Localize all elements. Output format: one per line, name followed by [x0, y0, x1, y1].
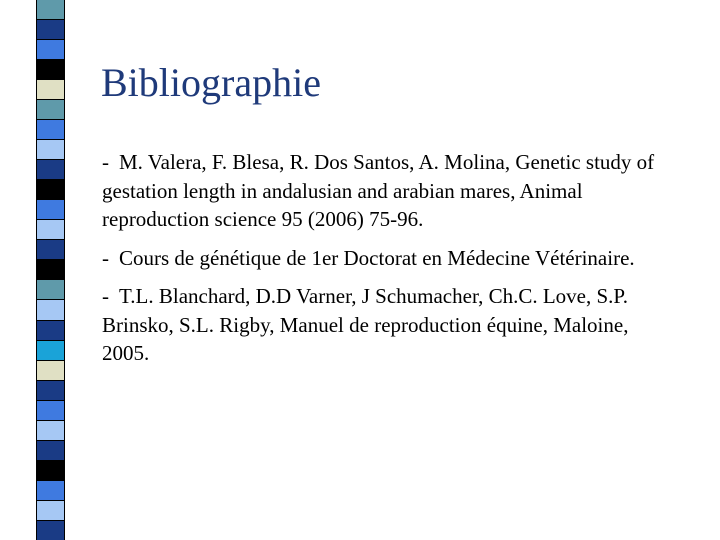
reference-bullet: - — [102, 284, 109, 308]
reference-item — [102, 282, 662, 368]
stripe-block — [37, 260, 64, 280]
stripe-block — [37, 461, 64, 481]
reference-item — [102, 244, 662, 273]
stripe-block — [37, 120, 64, 140]
stripe-block — [37, 140, 64, 160]
stripe-block — [37, 80, 64, 100]
stripe-block — [37, 200, 64, 220]
reference-item — [102, 148, 662, 234]
reference-text: T.L. Blanchard, D.D Varner, J Schumacher, Ch.C. Love, S.P. Brinsko, S.L. Rigby, Manuel de reproduction équine, Maloine, 2005. — [102, 284, 629, 365]
stripe-block — [37, 0, 64, 20]
stripe-block — [37, 160, 64, 180]
stripe-block — [37, 280, 64, 300]
stripe-block — [37, 421, 64, 441]
reference-bullet: - — [102, 245, 109, 270]
stripe-block — [37, 100, 64, 120]
stripe-block — [37, 220, 64, 240]
reference-text: M. Valera, F. Blesa, R. Dos Santos, A. Molina, Genetic study of gestation length in andalusian and arabian mares, Animal reproduction science 95 (2006) 75-96. — [102, 150, 655, 231]
stripe-block — [37, 40, 64, 60]
reference-text: Cours de génétique de 1er Doctorat en Médecine Vétérinaire. — [119, 245, 635, 270]
stripe-block — [37, 341, 64, 361]
reference-list — [102, 148, 662, 378]
stripe-block — [37, 521, 64, 540]
stripe-block — [37, 501, 64, 521]
stripe-block — [37, 361, 64, 381]
stripe-block — [37, 300, 64, 320]
stripe-block — [37, 180, 64, 200]
decorative-stripe — [36, 0, 65, 540]
stripe-block — [37, 240, 64, 260]
reference-bullet: - — [102, 150, 109, 174]
stripe-block — [37, 20, 64, 40]
stripe-block — [37, 401, 64, 421]
stripe-block — [37, 441, 64, 461]
stripe-block — [37, 60, 64, 80]
stripe-block — [37, 321, 64, 341]
stripe-block — [37, 481, 64, 501]
stripe-block — [37, 381, 64, 401]
slide-title: Bibliographie — [101, 60, 321, 105]
